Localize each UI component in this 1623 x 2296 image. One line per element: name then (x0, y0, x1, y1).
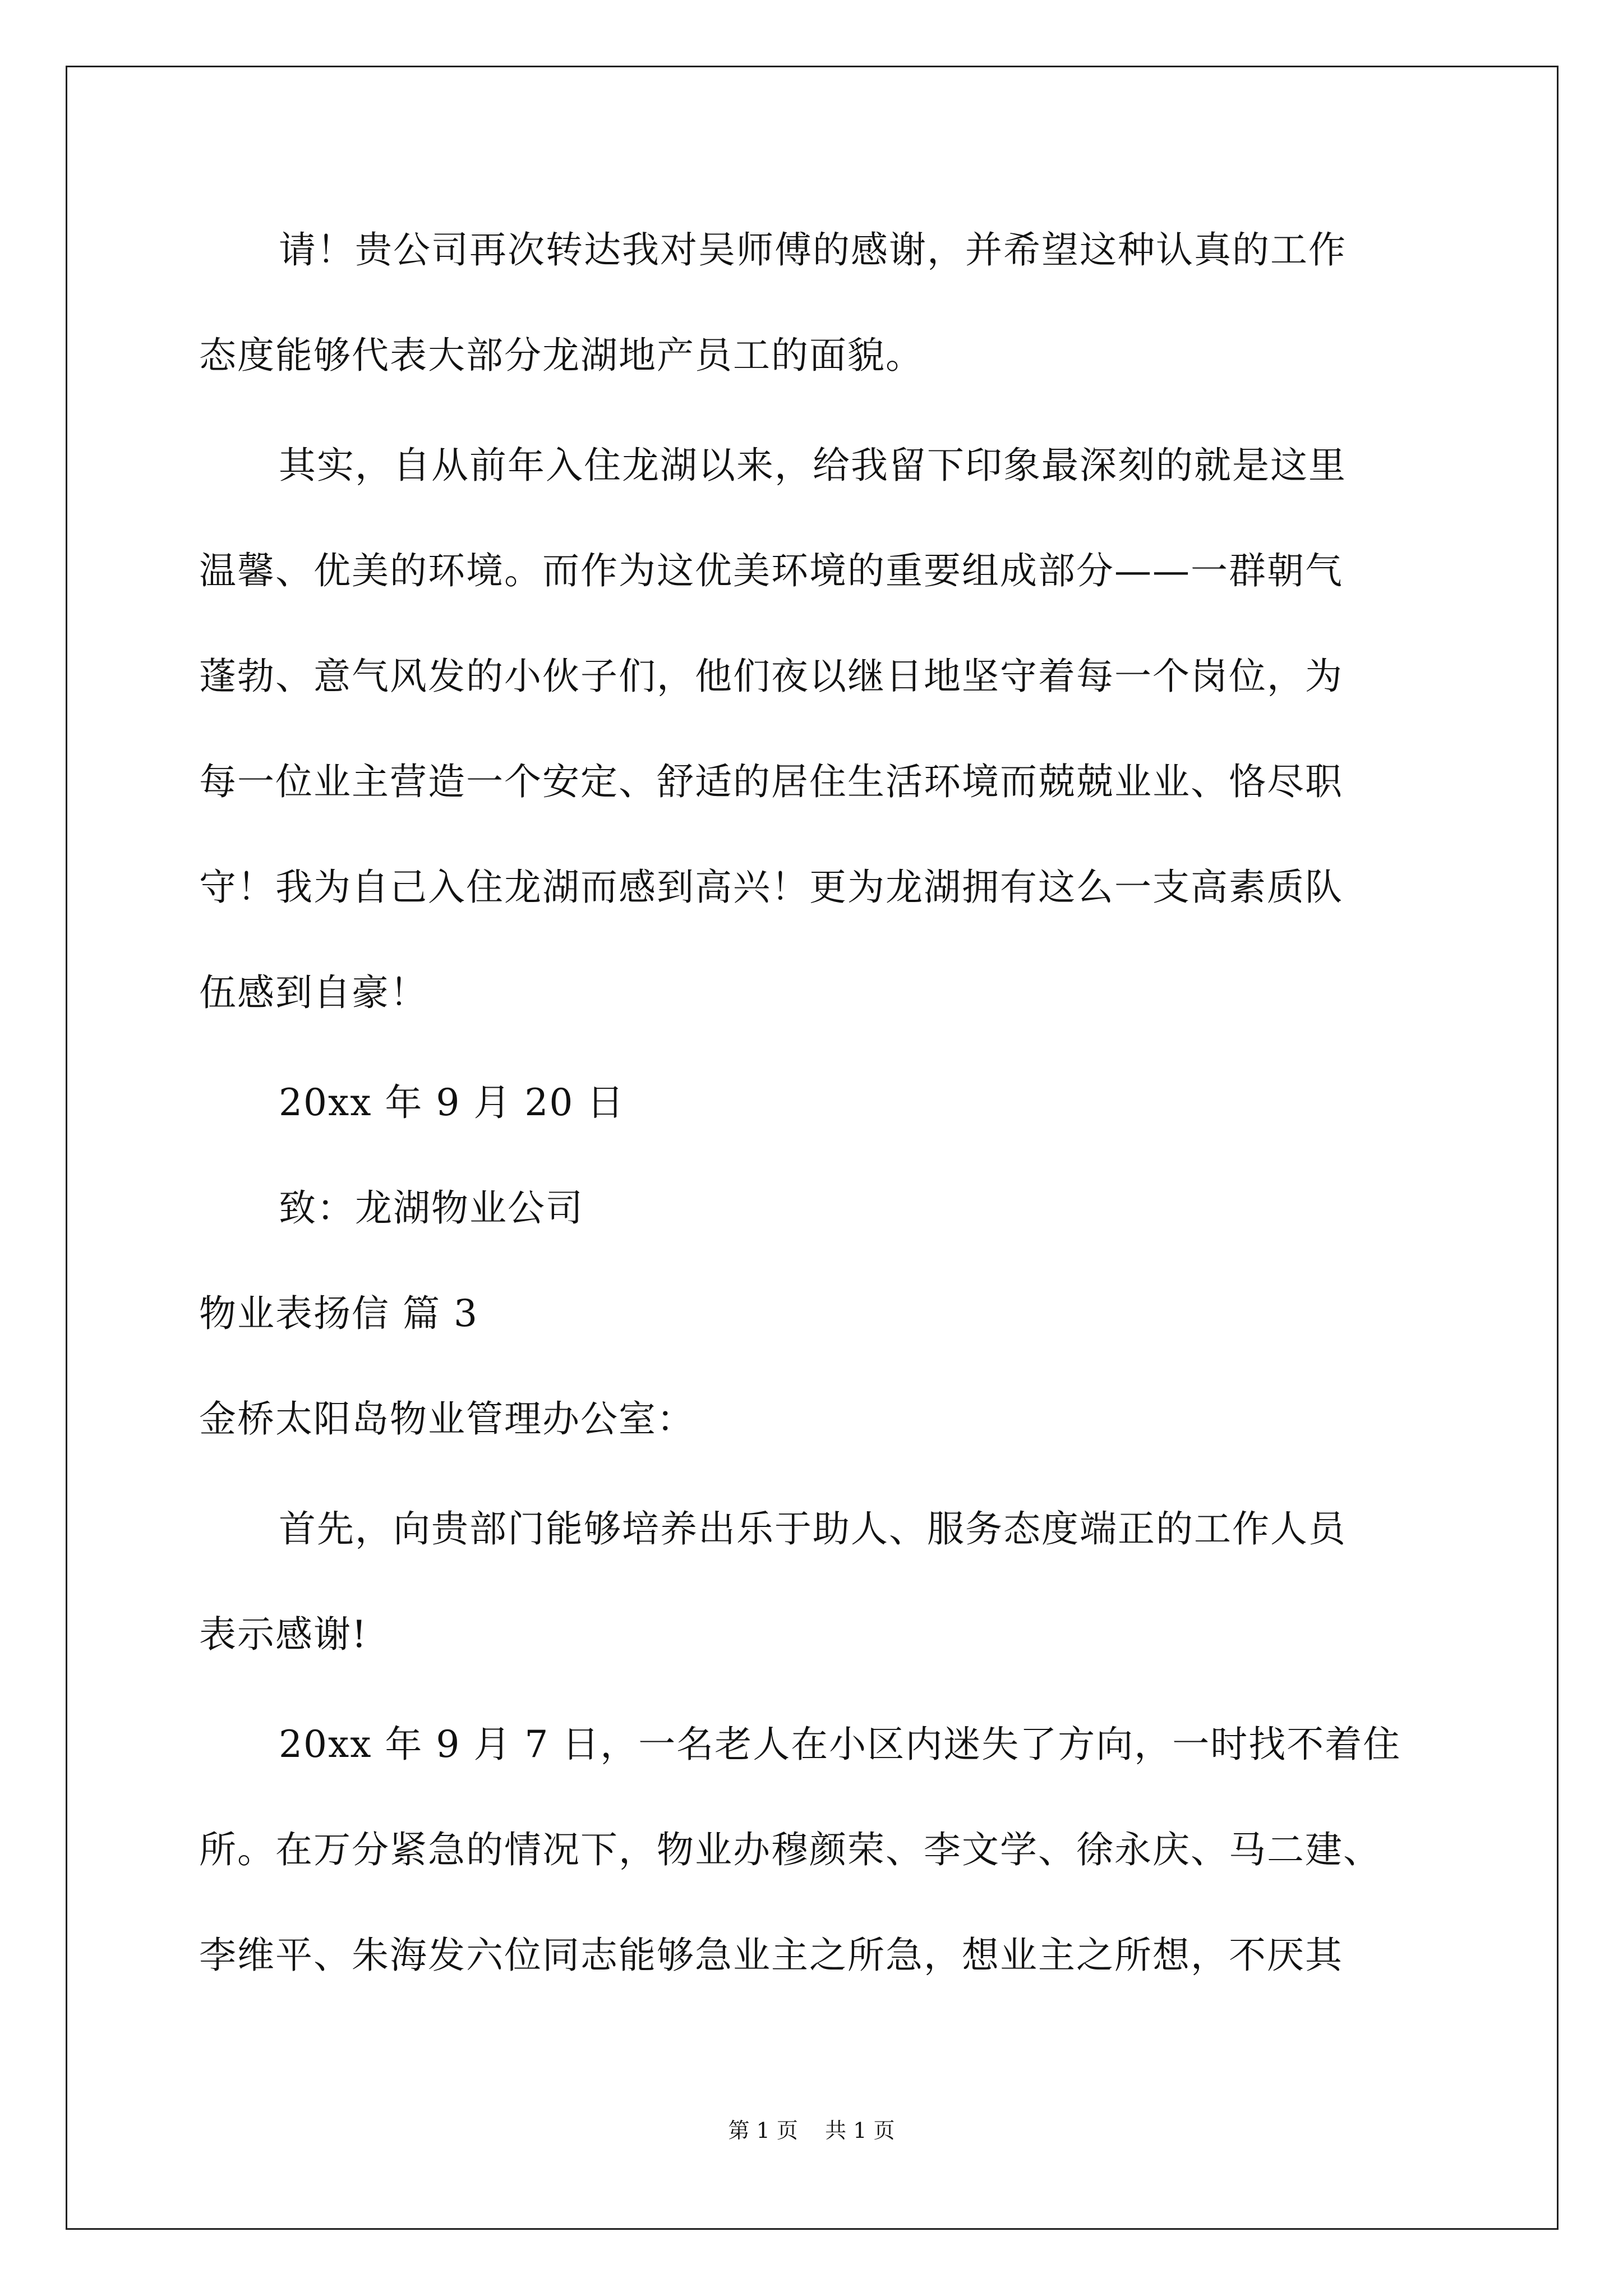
paragraph-line: 首先，向贵部门能够培养出乐于助人、服务态度端正的工作人员 (279, 1507, 1347, 1550)
paragraph-line: 表示感谢! (199, 1613, 368, 1656)
paragraph-line: 所。在万分紧急的情况下，物业办穆颜荣、李文学、徐永庆、马二建、 (199, 1828, 1381, 1871)
page-border (66, 66, 1559, 2230)
paragraph-line: 李维平、朱海发六位同志能够急业主之所急，想业主之所想，不厌其 (199, 1934, 1343, 1977)
section-heading: 物业表扬信 篇 3 (199, 1292, 478, 1335)
date-line: 20xx 年 9 月 20 日 (279, 1081, 625, 1124)
salutation-line: 金桥太阳岛物业管理办公室： (199, 1397, 695, 1441)
paragraph-line: 守！我为自己入住龙湖而感到高兴！更为龙湖拥有这么一支高素质队 (199, 866, 1343, 909)
page-number-footer: 第 1 页 共 1 页 (728, 2118, 895, 2143)
paragraph-line: 蓬勃、意气风发的小伙子们，他们夜以继日地坚守着每一个岗位，为 (199, 655, 1343, 698)
paragraph-line: 其实，自从前年入住龙湖以来，给我留下印象最深刻的就是这里 (279, 444, 1347, 487)
paragraph-line: 温馨、优美的环境。而作为这优美环境的重要组成部分——一群朝气 (199, 549, 1343, 592)
paragraph-line: 态度能够代表大部分龙湖地产员工的面貌。 (199, 334, 924, 377)
paragraph-line: 20xx 年 9 月 7 日，一名老人在小区内迷失了方向，一时找不着住 (279, 1723, 1401, 1766)
recipient-line: 致：龙湖物业公司 (279, 1186, 584, 1230)
paragraph-line: 伍感到自豪！ (199, 971, 428, 1014)
paragraph-line: 每一位业主营造一个安定、舒适的居住生活环境而兢兢业业、恪尽职 (199, 760, 1343, 803)
paragraph-line: 请！贵公司再次转达我对吴师傅的感谢，并希望这种认真的工作 (279, 228, 1347, 272)
